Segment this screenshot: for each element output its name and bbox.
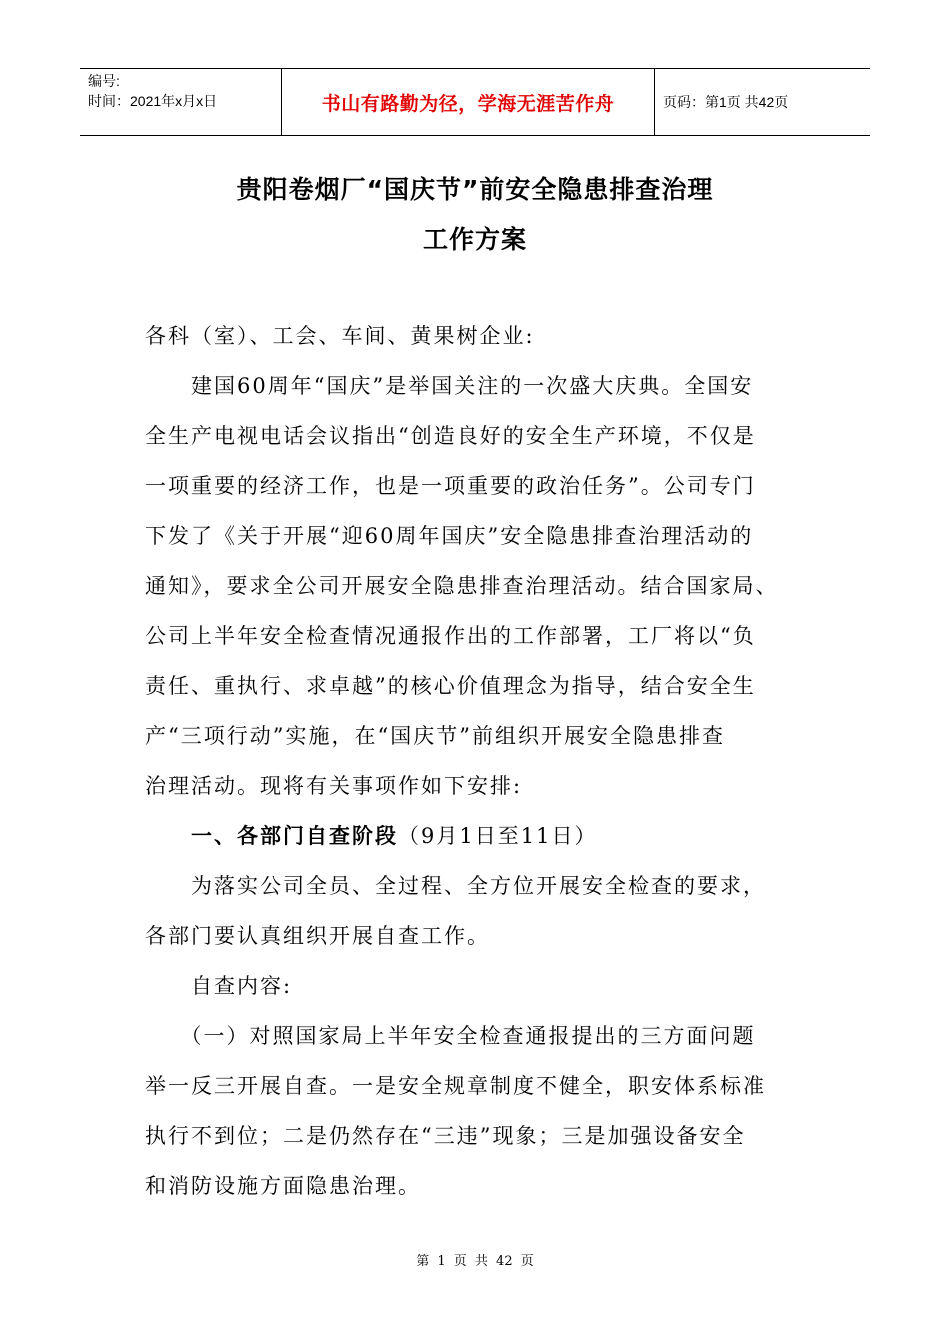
document-title-line-1: 贵阳卷烟厂“国庆节”前安全隐患排查治理 (236, 175, 714, 204)
body-line: 和消防设施方面隐患治理。 (145, 1174, 421, 1198)
header-meta (80, 69, 282, 135)
body-line: 产“三项行动”实施，在“国庆节”前组织开展安全隐患排查 (145, 724, 725, 748)
page-footer: 第 1 页 共 42 页 (416, 1254, 534, 1269)
header-motto: 书山有路勤为径，学海无涯苦作舟 (282, 69, 655, 135)
body-line: 举一反三开展自查。一是安全规章制度不健全，职安体系标准 (145, 1074, 766, 1098)
body-line: （一）对照国家局上半年安全检查通报提出的三方面问题 (145, 1024, 756, 1048)
body-line: 为落实公司全员、全过程、全方位开展安全检查的要求， (145, 874, 766, 898)
body-line: 责任、重执行、求卓越”的核心价值理念为指导，结合安全生 (145, 674, 756, 698)
body-line: 下发了《关于开展“迎60周年国庆”安全隐患排查治理活动的 (145, 524, 754, 548)
section-heading (145, 820, 825, 850)
body-line: 一项重要的经济工作，也是一项重要的政治任务”。公司专门 (145, 474, 756, 498)
body-line: 执行不到位；二是仍然存在“三违”现象；三是加强设备安全 (145, 1124, 746, 1148)
section-1-title: 一、各部门自查阶段 (191, 824, 398, 848)
body-line: 各部门要认真组织开展自查工作。 (145, 924, 490, 948)
body-line: 各科（室）、工会、车间、黄果树企业: (145, 324, 535, 348)
document-date: 时间：2021年x月x日 (88, 93, 218, 109)
body-line: 建国60周年“国庆”是举国关注的一次盛大庆典。全国安 (145, 374, 754, 398)
body-line: 通知》，要求全公司开展安全隐患排查治理活动。结合国家局、 (145, 574, 779, 598)
document-title-line-2: 工作方案 (422, 225, 527, 254)
body-line: 治理活动。现将有关事项作如下安排: (145, 774, 523, 798)
header-page-info: 页码：第1页 共42页 (663, 94, 789, 110)
document-number-label: 编号: (88, 73, 120, 89)
body-line: 全生产电视电话会议指出“创造良好的安全生产环境，不仅是 (145, 424, 756, 448)
body-line: 自查内容: (145, 974, 293, 998)
section-1-date: （9月1日至11日） (398, 824, 598, 848)
header-table (80, 68, 870, 136)
body-line: 公司上半年安全检查情况通报作出的工作部署，工厂将以“负 (145, 624, 756, 648)
